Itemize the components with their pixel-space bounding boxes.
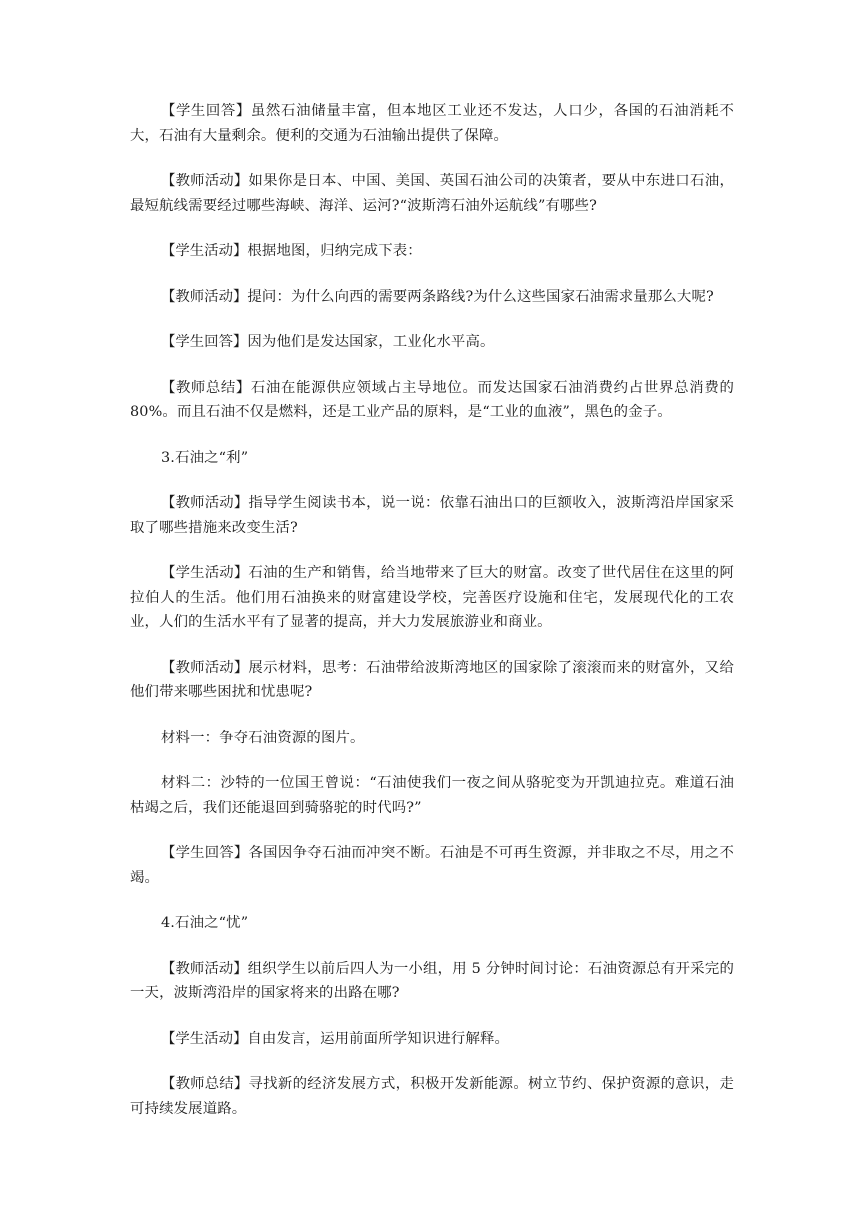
- paragraph-text: 寻找新的经济发展方式，积极开发新能源。树立节约、保护资源的意识，走可持续发展道路。: [130, 1076, 734, 1117]
- paragraph-lead: 【教师活动】: [161, 960, 248, 977]
- paragraph-lead: 【教师活动】: [161, 659, 249, 676]
- paragraph-material-2: [130, 771, 734, 820]
- paragraph-student-activity-1: [130, 239, 734, 264]
- paragraph-lead: 【学生回答】: [161, 103, 251, 119]
- paragraph-text: 虽然石油储量丰富，但本地区工业还不发达，人口少，各国的石油消耗不大，石油有大量剩余。便利的交通为石油输出提供了保障。: [130, 103, 734, 144]
- paragraph-text: 各国因争夺石油而冲突不断。石油是不可再生资源，并非取之不尽，用之不竭。: [130, 845, 734, 886]
- paragraph-text: 因为他们是发达国家，工业化水平高。: [247, 334, 495, 350]
- document-page: [130, 99, 734, 1142]
- paragraph-text: 如果你是日本、中国、美国、英国石油公司的决策者，要从中东进口石油，最短航线需要经过哪些海峡、海洋、运河?“波斯湾石油外运航线”有哪些?: [130, 173, 734, 214]
- paragraph-student-activity-3: [130, 1027, 734, 1052]
- paragraph-text: 提问：为什么向西的需要两条路线?为什么这些国家石油需求量那么大呢?: [247, 288, 714, 305]
- paragraph-student-answer-2: [130, 330, 734, 355]
- paragraph-teacher-activity-4: [130, 656, 734, 705]
- paragraph-student-activity-2: [130, 561, 734, 635]
- paragraph-text: 展示材料，思考：石油带给波斯湾地区的国家除了滚滚而来的财富外，又给他们带来哪些困扰和忧患呢?: [130, 659, 734, 700]
- paragraph-lead: 【教师总结】: [161, 1076, 249, 1092]
- paragraph-teacher-activity-2: [130, 285, 734, 310]
- paragraph-lead: 【学生活动】: [161, 1030, 248, 1047]
- paragraph-text: 自由发言，运用前面所学知识进行解释。: [247, 1030, 510, 1047]
- section-heading-worry: [130, 911, 734, 936]
- paragraph-text: 材料一：争夺石油资源的图片。: [161, 729, 365, 746]
- paragraph-lead: 【教师活动】: [161, 288, 248, 305]
- paragraph-text: 石油的生产和销售，给当地带来了巨大的财富。改变了世代居住在这里的阿拉伯人的生活。他们用石油换来的财富建设学校，完善医疗设施和住宅，发展现代化的工农业，人们的生活水平有了显著的提高，并大力发展旅游业和商业。: [130, 565, 734, 630]
- paragraph-text: 3.石油之“利”: [161, 449, 249, 466]
- paragraph-lead: 【学生活动】: [161, 243, 248, 259]
- paragraph-text: 石油在能源供应领域占主导地位。而发达国家石油消费约占世界总消费的 80%。而且石油不仅是燃料，还是工业产品的原料，是“工业的血液”，黑色的金子。: [130, 379, 734, 420]
- paragraph-lead: 【教师活动】: [161, 495, 249, 511]
- paragraph-lead: 【教师活动】: [161, 173, 249, 189]
- paragraph-lead: 【学生回答】: [161, 845, 249, 861]
- paragraph-lead: 【教师总结】: [161, 379, 251, 396]
- paragraph-text: 根据地图，归纳完成下表：: [247, 243, 422, 259]
- paragraph-text: 材料二：沙特的一位国王曾说：“石油使我们一夜之间从骆驼变为开凯迪拉克。难道石油枯竭之后，我们还能退回到骑骆驼的时代吗?”: [130, 775, 734, 816]
- paragraph-student-answer-1: [130, 99, 734, 148]
- paragraph-teacher-activity-1: [130, 169, 734, 218]
- section-heading-benefit: [130, 446, 734, 471]
- paragraph-teacher-activity-5: [130, 957, 734, 1006]
- paragraph-lead: 【学生活动】: [161, 565, 249, 581]
- paragraph-student-answer-3: [130, 841, 734, 890]
- paragraph-text: 4.石油之“忧”: [161, 915, 249, 931]
- paragraph-teacher-activity-3: [130, 491, 734, 540]
- paragraph-text: 组织学生以前后四人为一小组，用 5 分钟时间讨论：石油资源总有开采完的一天，波斯湾沿岸的国家将来的出路在哪?: [130, 960, 734, 1001]
- paragraph-teacher-summary-1: [130, 376, 734, 425]
- paragraph-material-1: [130, 726, 734, 751]
- paragraph-text: 指导学生阅读书本，说一说：依靠石油出口的巨额收入，波斯湾沿岸国家采取了哪些措施来改变生活?: [130, 495, 734, 536]
- paragraph-lead: 【学生回答】: [161, 334, 248, 350]
- paragraph-teacher-summary-2: [130, 1072, 734, 1121]
